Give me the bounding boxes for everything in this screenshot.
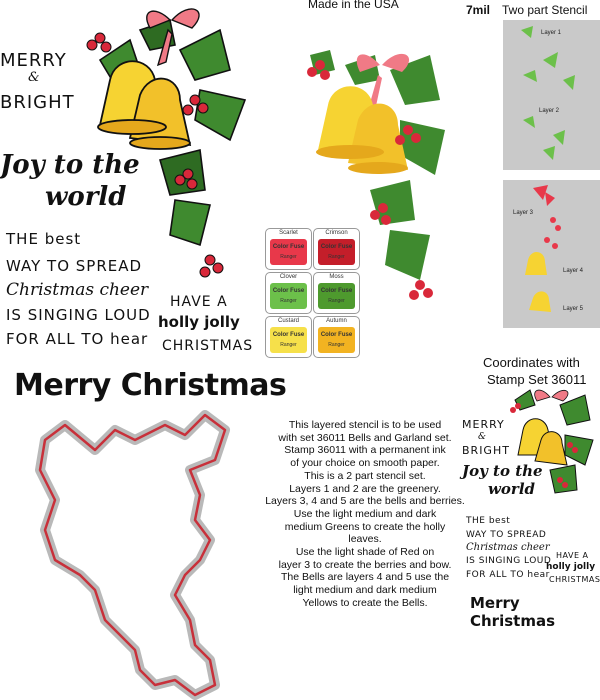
- ink-brand: Color Fuse: [272, 244, 305, 250]
- sentiment-holly-1: HAVE A: [170, 294, 228, 310]
- description-line: The Bells are layers 4 and 5 use the: [280, 571, 450, 584]
- description-line: Use the light medium and dark: [293, 507, 437, 520]
- ink-maker: Ranger: [328, 342, 345, 348]
- two-part-stencil-label: Two part Stencil: [502, 3, 588, 17]
- ink-pad-name: Moss: [329, 274, 344, 280]
- made-in-usa-label: Made in the USA: [308, 0, 399, 11]
- sample-bright: BRIGHT: [462, 444, 510, 457]
- stencil-part2-shapes: [503, 180, 600, 328]
- sentiment-joy-line2: world: [45, 182, 127, 212]
- description-line: This is a 2 part stencil set.: [304, 469, 426, 482]
- ink-swatch: [270, 239, 307, 265]
- ink-brand: Color Fuse: [320, 332, 353, 338]
- sentiment-best-3: Christmas cheer: [6, 280, 149, 300]
- sentiment-holly-3: CHRISTMAS: [162, 338, 254, 354]
- sample-best-3: Christmas cheer: [466, 542, 550, 553]
- sample-best-4: IS SINGING LOUD: [466, 556, 552, 566]
- sample-holly-2: holly jolly: [546, 562, 596, 572]
- ink-pad-name: Autumn: [326, 318, 347, 324]
- sentiment-holly-2: holly jolly: [158, 313, 240, 331]
- description-line: Layers 3, 4 and 5 are the bells and berries.: [265, 495, 465, 508]
- ink-maker: Ranger: [280, 254, 297, 260]
- description-line: leaves.: [348, 533, 382, 546]
- ink-swatch: [318, 283, 355, 309]
- description-line: Layers 1 and 2 are the greenery.: [289, 482, 441, 495]
- description-line: layer 3 to create the berries and bow.: [278, 558, 452, 571]
- layer-2-label: Layer 2: [539, 108, 560, 114]
- ink-pad-name: Clover: [279, 274, 298, 280]
- ink-swatch: [270, 327, 307, 353]
- stencil-part1-shapes: [503, 20, 600, 170]
- description-line: This layered stencil is to be used: [288, 419, 442, 431]
- ink-brand: Color Fuse: [272, 332, 305, 338]
- ink-maker: Ranger: [328, 298, 345, 304]
- sentiment-bright: BRIGHT: [0, 92, 75, 113]
- sample-merry: MERRY: [462, 418, 505, 431]
- sentiment-merry-christmas: Merry Christmas: [14, 368, 287, 403]
- bells-holly-illustration-outline: [80, 0, 260, 290]
- sample-best-2: WAY TO SPREAD: [466, 530, 547, 540]
- description-line: medium Greens to create the holly: [284, 520, 446, 533]
- description-line: with set 36011 Bells and Garland set.: [278, 431, 452, 444]
- ink-pad-name: Scarlet: [279, 230, 298, 236]
- ink-brand: Color Fuse: [320, 244, 353, 250]
- stencil-description: [250, 419, 480, 610]
- stencil-panel-part1: [503, 20, 600, 170]
- ink-swatch: [318, 239, 355, 265]
- ink-pad-custard: [265, 316, 312, 358]
- die-cut-outline: [25, 410, 250, 700]
- description-line: of your choice on smooth paper.: [290, 457, 440, 470]
- sentiment-amp: &: [28, 70, 40, 85]
- ink-swatch: [270, 283, 307, 309]
- sample-best-5: FOR ALL TO hear: [466, 570, 550, 580]
- description-line: Stamp 36011 with a permanent ink: [284, 444, 446, 457]
- layer-5-label: Layer 5: [563, 306, 584, 312]
- sentiment-best-1: THE best: [6, 230, 82, 248]
- sentiment-best-5: FOR ALL TO hear: [6, 330, 149, 348]
- coordinates-line2: Stamp Set 36011: [487, 372, 587, 387]
- sentiment-best-4: IS SINGING LOUD: [6, 306, 151, 324]
- ink-brand: Color Fuse: [320, 288, 353, 294]
- description-line: light medium and dark medium: [293, 584, 437, 597]
- ink-swatch: [318, 327, 355, 353]
- ink-pad-crimson: [313, 228, 360, 270]
- ink-pad-autumn: [313, 316, 360, 358]
- layer-1-label: Layer 1: [541, 30, 562, 36]
- ink-maker: Ranger: [280, 298, 297, 304]
- ink-pad-clover: [265, 272, 312, 314]
- sample-joy-line1: Joy to the: [462, 462, 543, 480]
- ink-maker: Ranger: [328, 254, 345, 260]
- sample-best-1: THE best: [466, 516, 511, 526]
- sentiment-joy-line1: Joy to the: [0, 150, 140, 180]
- description-line: Use the light shade of Red on: [295, 546, 435, 559]
- sample-holly-1: HAVE A: [556, 551, 589, 560]
- layer-4-label: Layer 4: [563, 268, 584, 274]
- layer-3-label: Layer 3: [513, 210, 534, 216]
- sample-joy-line2: world: [488, 480, 536, 498]
- stencil-panel-part2: [503, 180, 600, 328]
- ink-pad-name: Custard: [277, 318, 299, 324]
- ink-brand: Color Fuse: [272, 288, 305, 294]
- sample-amp: &: [478, 432, 487, 442]
- description-line: Yellows to create the Bells.: [302, 596, 428, 609]
- sample-holly-3: CHRISTMAS: [549, 575, 600, 584]
- sentiment-merry: MERRY: [0, 50, 67, 71]
- ink-pad-name: Crimson: [325, 230, 348, 236]
- mil-label: 7mil: [466, 3, 491, 17]
- ink-pad-scarlet: [265, 228, 312, 270]
- ink-maker: Ranger: [280, 342, 297, 348]
- sample-merry-christmas: Merry Christmas: [470, 594, 556, 630]
- sentiment-best-2: WAY TO SPREAD: [6, 257, 143, 275]
- ink-pad-moss: [313, 272, 360, 314]
- coordinates-line1: Coordinates with: [483, 355, 580, 370]
